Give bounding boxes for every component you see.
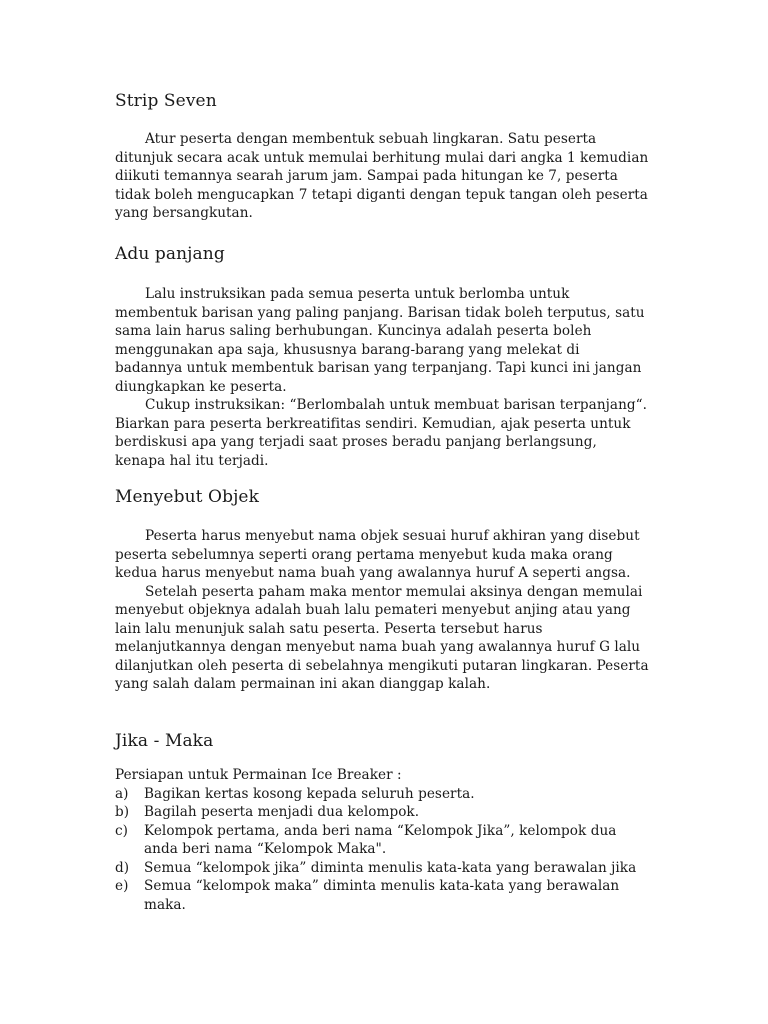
section-adu-panjang xyxy=(115,243,650,470)
section-heading: Strip Seven xyxy=(115,91,217,111)
list-item-text: Semua “kelompok jika” diminta menulis kata-kata yang berawalan jika xyxy=(144,859,637,876)
list-marker: a) xyxy=(115,785,129,802)
list-marker: b) xyxy=(115,804,130,820)
list-item-text: Bagilah peserta menjadi dua kelompok. xyxy=(144,804,420,820)
list-item xyxy=(115,803,650,822)
list-item xyxy=(115,859,650,878)
section-heading: Adu panjang xyxy=(115,244,225,264)
instruction-list xyxy=(115,785,650,915)
list-marker: e) xyxy=(115,878,129,894)
list-item xyxy=(115,822,650,859)
section-heading: Menyebut Objek xyxy=(115,487,259,507)
list-item xyxy=(115,877,650,914)
paragraph: Setelah peserta paham maka mentor memulai aksinya dengan memulai menyebut objeknya adalah buah lalu pemateri menyebut anjing atau yang lain lalu menunjuk salah satu peserta. Peserta tersebut harus melanjutkannya dengan menyebut nama buah yang awalannya huruf G lalu dilanjutkan oleh peserta di sebelahnya mengikuti putaran lingkaran. Peserta yang salah dalam permainan ini akan dianggap kalah. xyxy=(115,583,649,692)
list-item xyxy=(115,785,650,804)
list-item-text: Bagikan kertas kosong kepada seluruh peserta. xyxy=(144,785,475,802)
list-item-text: Kelompok pertama, anda beri nama “Kelompok Jika”, kelompok dua anda beri nama “Kelompok Maka". xyxy=(144,822,617,857)
list-intro: Persiapan untuk Permainan Ice Breaker : xyxy=(115,767,402,783)
list-marker: d) xyxy=(115,859,130,876)
paragraph: Lalu instruksikan pada semua peserta untuk berlomba untuk membentuk barisan yang paling panjang. Barisan tidak boleh terputus, satu sama lain harus saling berhubungan. Kuncinya adalah peserta boleh menggunakan apa saja, khususnya barang-barang yang melekat di badannya untuk membentuk barisan yang terpanjang. Tapi kunci ini jangan diungkapkan ke peserta. xyxy=(115,286,645,395)
section-heading: Jika - Maka xyxy=(115,731,214,751)
list-marker: c) xyxy=(115,822,129,839)
section-jika-maka xyxy=(115,730,650,914)
paragraph: Atur peserta dengan membentuk sebuah lingkaran. Satu peserta ditunjuk secara acak untuk memulai berhitung mulai dari angka 1 kemudian diikuti temannya searah jarum jam. Sampai pada hitungan ke 7, peserta tidak boleh mengucapkan 7 tetapi diganti dengan tepuk tangan oleh peserta yang bersangkutan. xyxy=(115,131,649,221)
paragraph: Peserta harus menyebut nama objek sesuai huruf akhiran yang disebut peserta sebelumnya seperti orang pertama menyebut kuda maka orang kedua harus menyebut nama buah yang awalannya huruf A seperti angsa. xyxy=(115,528,640,581)
section-strip-seven xyxy=(115,90,650,223)
list-item-text: Semua “kelompok maka” diminta menulis kata-kata yang berawalan maka. xyxy=(144,878,620,913)
paragraph: Cukup instruksikan: “Berlombalah untuk membuat barisan terpanjang“. Biarkan para peserta berkreatifitas sendiri. Kemudian, ajak peserta untuk berdiskusi apa yang terjadi saat proses beradu panjang berlangsung, kenapa hal itu terjadi. xyxy=(115,397,647,469)
section-menyebut-objek xyxy=(115,486,650,694)
